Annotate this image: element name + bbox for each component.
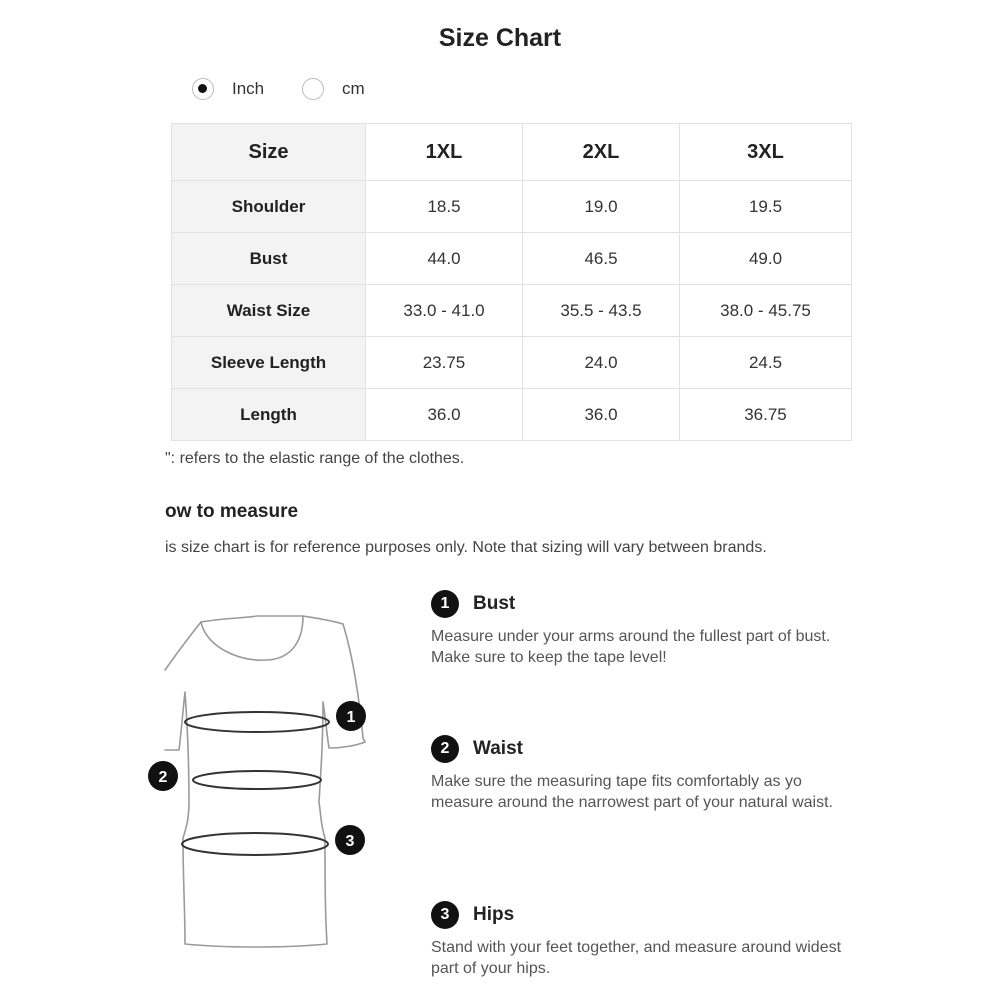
table-cell: 36.0 xyxy=(523,389,680,441)
marker-1-label: 1 xyxy=(346,709,356,726)
size-table xyxy=(171,123,852,441)
row-label: Shoulder xyxy=(172,181,366,233)
row-label: Length xyxy=(172,389,366,441)
measure-waist xyxy=(431,735,834,813)
table-cell: 24.0 xyxy=(523,337,680,389)
measure-title: Waist xyxy=(473,738,523,759)
measure-description: Make sure the measuring tape fits comfortably as yo measure around the narrowest part of your natural waist. xyxy=(431,773,833,811)
measure-title: Hips xyxy=(473,904,515,925)
table-header-row xyxy=(172,124,852,181)
unit-radio-inch[interactable] xyxy=(192,78,264,100)
number-2-icon: 2 xyxy=(431,735,459,763)
unit-radio-cm[interactable] xyxy=(302,78,365,100)
measure-bust xyxy=(431,590,834,668)
row-label: Sleeve Length xyxy=(172,337,366,389)
header-cell: 2XL xyxy=(523,124,680,181)
dress-measure-figure xyxy=(158,610,375,955)
unit-label-inch[interactable]: Inch xyxy=(232,79,265,98)
marker-3 xyxy=(335,825,365,855)
table-cell: 44.0 xyxy=(366,233,523,285)
table-cell: 38.0 - 45.75 xyxy=(680,285,852,337)
marker-2 xyxy=(148,761,178,791)
table-cell: 19.0 xyxy=(523,181,680,233)
row-label: Waist Size xyxy=(172,285,366,337)
table-row xyxy=(172,181,852,233)
table-cell: 46.5 xyxy=(523,233,680,285)
radio-selected-icon[interactable] xyxy=(192,78,214,100)
table-cell: 49.0 xyxy=(680,233,852,285)
marker-2-label: 2 xyxy=(158,769,168,786)
measure-hips xyxy=(431,901,842,979)
measure-title: Bust xyxy=(473,593,516,614)
table-row xyxy=(172,337,852,389)
table-cell: 19.5 xyxy=(680,181,852,233)
marker-1 xyxy=(336,701,366,731)
number-1-icon: 1 xyxy=(431,590,459,618)
table-row xyxy=(172,389,852,441)
table-cell: 33.0 - 41.0 xyxy=(366,285,523,337)
table-row xyxy=(172,233,852,285)
measure-description: Stand with your feet together, and measure around widest part of your hips. xyxy=(431,939,842,977)
table-row xyxy=(172,285,852,337)
table-cell: 36.75 xyxy=(680,389,852,441)
elastic-range-note: ": refers to the elastic range of the clothes. xyxy=(165,450,465,467)
header-cell: Size xyxy=(172,124,366,181)
unit-label-cm[interactable]: cm xyxy=(342,79,365,98)
table-cell: 18.5 xyxy=(366,181,523,233)
number-3-icon: 3 xyxy=(431,901,459,929)
measure-description: Measure under your arms around the fullest part of bust. Make sure to keep the tape level! xyxy=(431,628,831,666)
table-cell: 24.5 xyxy=(680,337,852,389)
how-to-measure-title: ow to measure xyxy=(165,501,299,522)
table-cell: 23.75 xyxy=(366,337,523,389)
how-to-measure-subtitle: is size chart is for reference purposes only. Note that sizing will vary between brands. xyxy=(165,539,767,556)
dress-outline-icon xyxy=(158,610,375,955)
page-title: Size Chart xyxy=(438,24,562,52)
row-label: Bust xyxy=(172,233,366,285)
table-cell: 36.0 xyxy=(366,389,523,441)
header-cell: 3XL xyxy=(680,124,852,181)
size-table-container xyxy=(171,123,834,441)
header-cell: 1XL xyxy=(366,124,523,181)
table-cell: 35.5 - 43.5 xyxy=(523,285,680,337)
marker-3-label: 3 xyxy=(345,833,355,850)
radio-unselected-icon[interactable] xyxy=(302,78,324,100)
